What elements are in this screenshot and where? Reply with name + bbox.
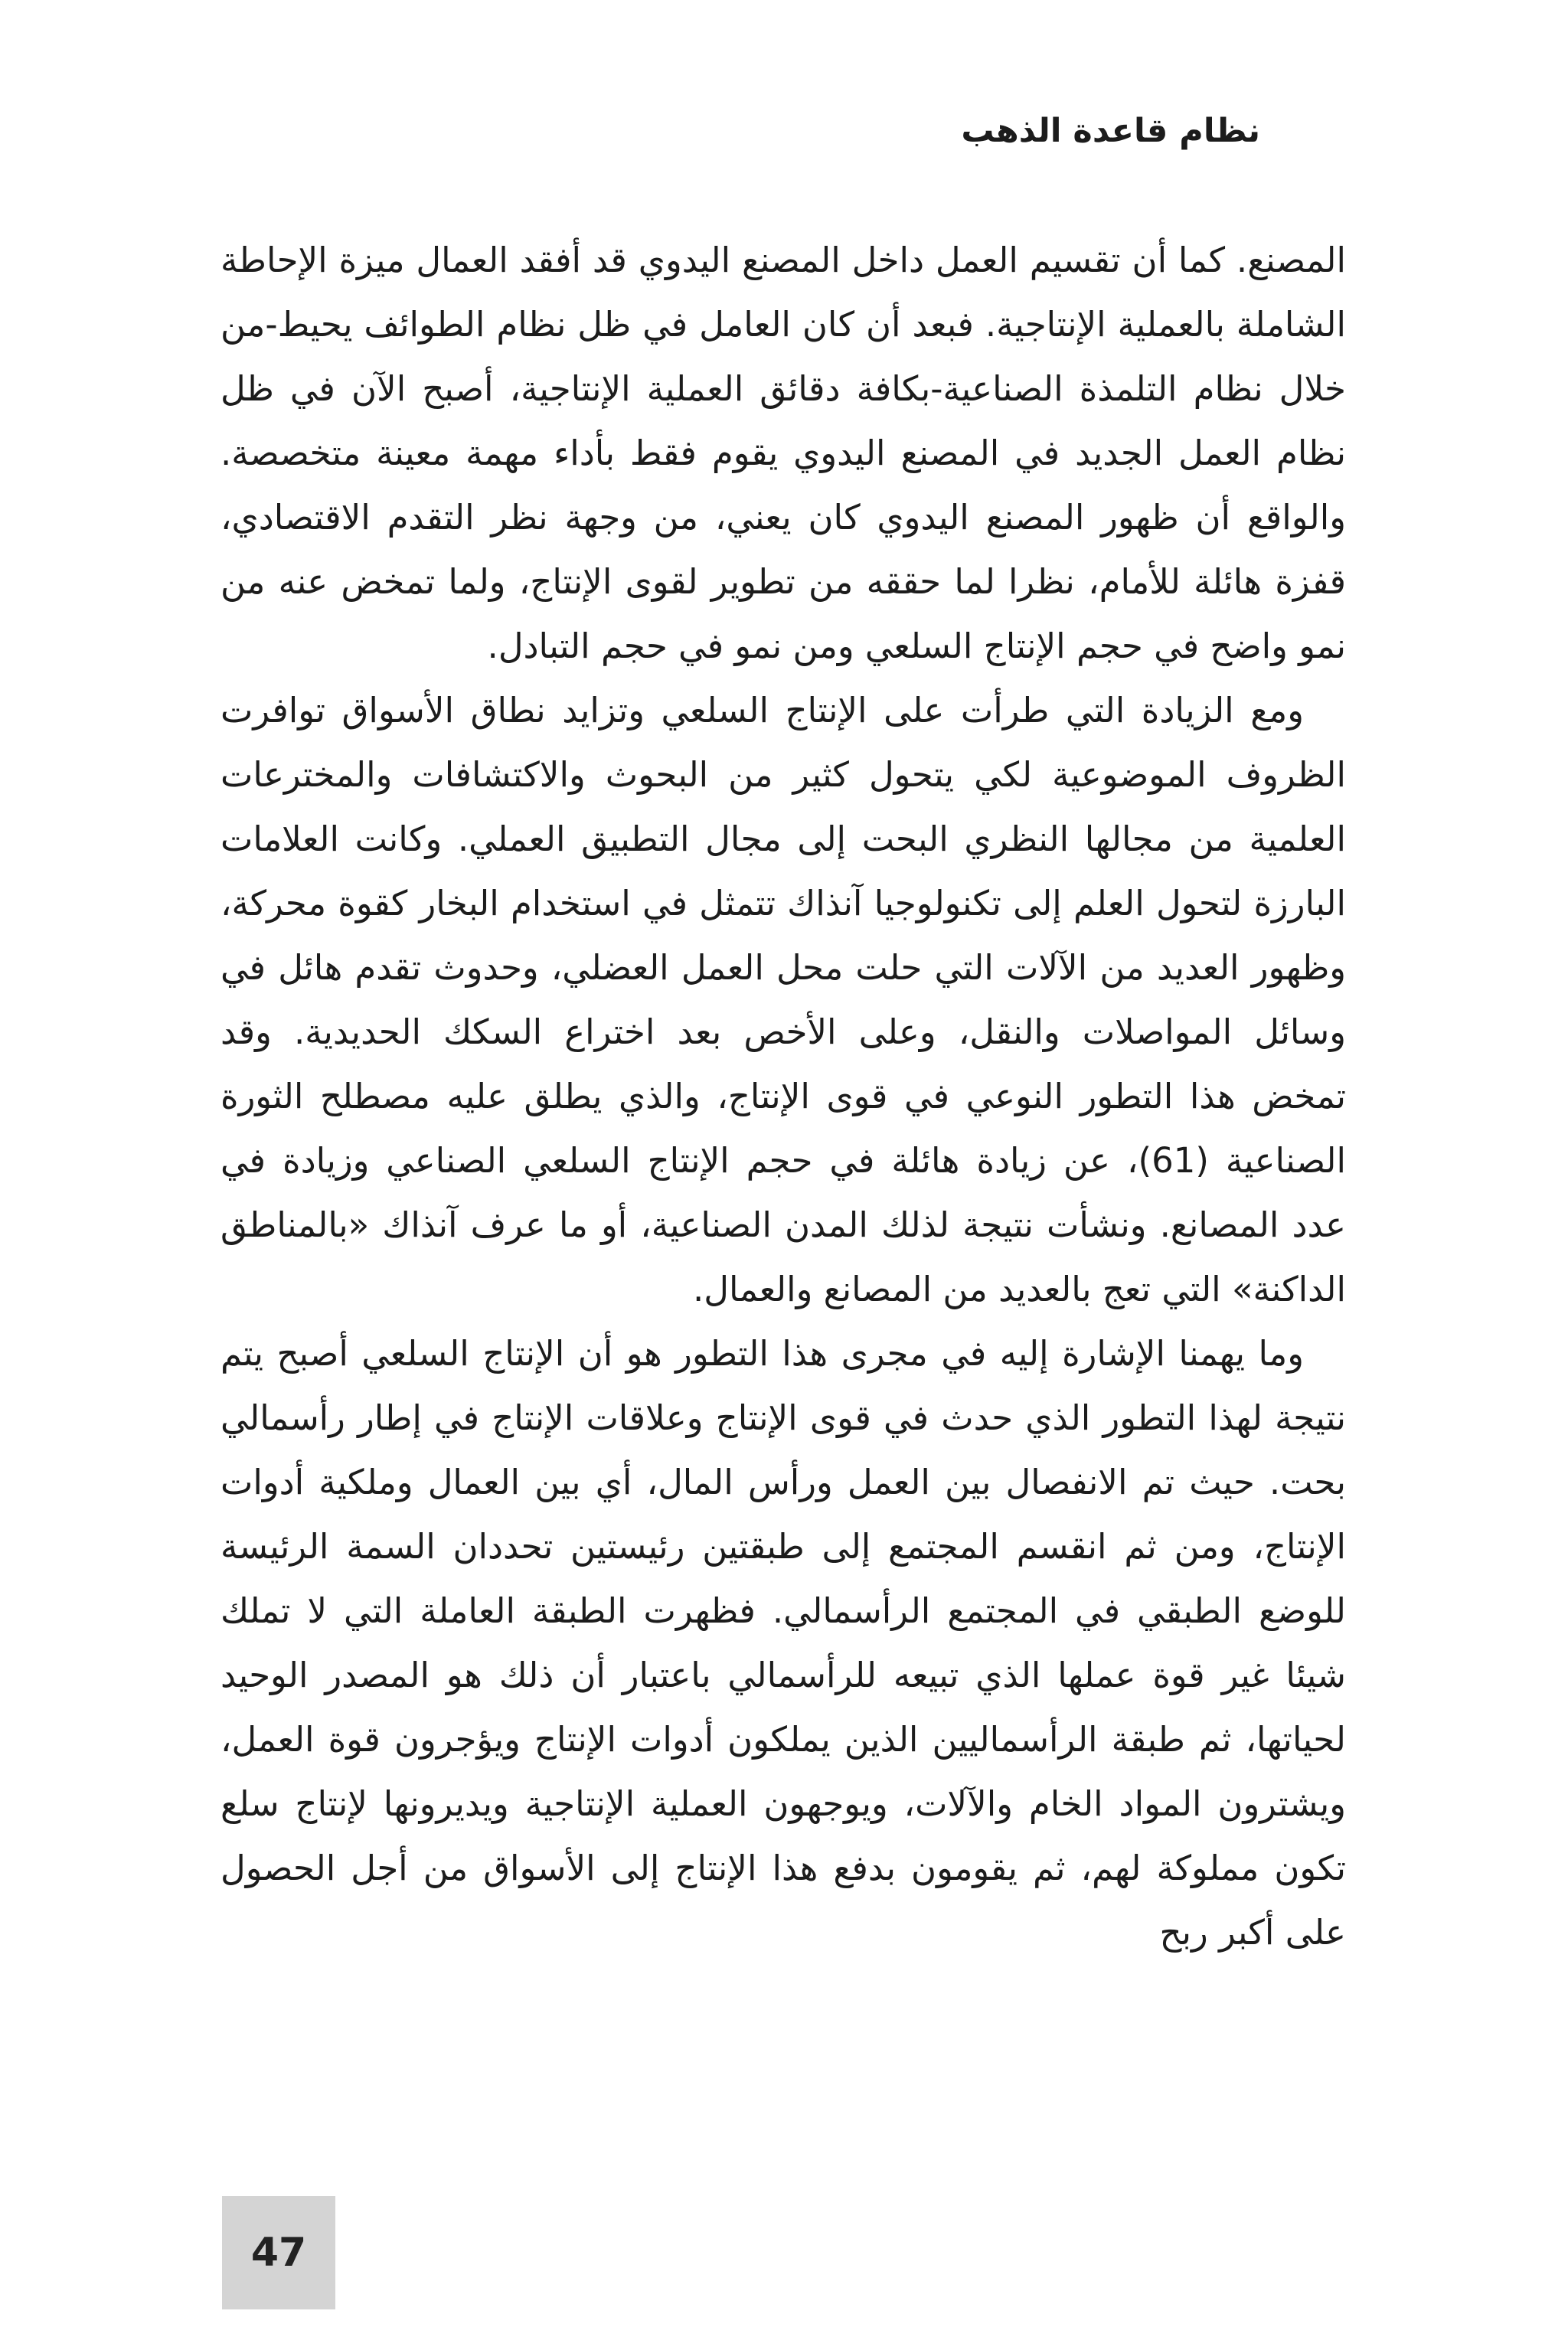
- page-number-box: [222, 2196, 335, 2309]
- paragraph-3: وما يهمنا الإشارة إليه في مجرى هذا التطور هو أن الإنتاج السلعي أصبح يتم نتيجة لهذا التطور الذي حدث في قوى الإنتاج وعلاقات الإنتاج في إطار رأسمالي بحت. حيث تم الانفصال بين العمل ورأس المال، أي بين العمال وملكية أدوات الإنتاج، ومن ثم انقسم المجتمع إلى طبقتين رئيستين تحددان السمة الرئيسة للوضع الطبقي في المجتمع الرأسمالي. فظهرت الطبقة العاملة التي لا تملك شيئا غير قوة عملها الذي تبيعه للرأسمالي باعتبار أن ذلك هو المصدر الوحيد لحياتها، ثم طبقة الرأسماليين الذين يملكون أدوات الإنتاج ويؤجرون قوة العمل، ويشترون المواد الخام والآلات، ويوجهون العملية الإنتاجية ويديرونها لإنتاج سلع تكون مملوكة لهم، ثم يقومون بدفع هذا الإنتاج إلى الأسواق من أجل الحصول على أكبر ربح: [220, 1333, 1346, 1953]
- paragraph-1: المصنع. كما أن تقسيم العمل داخل المصنع اليدوي قد أفقد العمال ميزة الإحاطة الشاملة بالعملية الإنتاجية. فبعد أن كان العامل في ظل نظام الطوائف يحيط-من خلال نظام التلمذة الصناعية-بكافة دقائق العملية الإنتاجية، أصبح الآن في ظل نظام العمل الجديد في المصنع اليدوي يقوم فقط بأداء مهمة معينة متخصصة. والواقع أن ظهور المصنع اليدوي كان يعني، من وجهة نظر التقدم الاقتصادي، قفزة هائلة للأمام، نظرا لما حققه من تطوير لقوى الإنتاج، ولما تمخض عنه من نمو واضح في حجم الإنتاج السلعي ومن نمو في حجم التبادل.: [220, 240, 1346, 666]
- paragraph-2: ومع الزيادة التي طرأت على الإنتاج السلعي وتزايد نطاق الأسواق توافرت الظروف الموضوعية لكي يتحول كثير من البحوث والاكتشافات والمخترعات العلمية من مجالها النظري البحت إلى مجال التطبيق العملي. وكانت العلامات البارزة لتحول العلم إلى تكنولوجيا آنذاك تتمثل في استخدام البخار كقوة محركة، وظهور العديد من الآلات التي حلت محل العمل العضلي، وحدوث تقدم هائل في وسائل المواصلات والنقل، وعلى الأخص بعد اختراع السكك الحديدية. وقد تمخض هذا التطور النوعي في قوى الإنتاج، والذي يطلق عليه مصطلح الثورة الصناعية (61)، عن زيادة هائلة في حجم الإنتاج السلعي الصناعي وزيادة في عدد المصانع. ونشأت نتيجة لذلك المدن الصناعية، أو ما عرف آنذاك «بالمناطق الداكنة» التي تعج بالعديد من المصانع والعمال.: [220, 690, 1346, 1309]
- running-header: نظام قاعدة الذهب: [961, 112, 1260, 150]
- body-text: [220, 228, 1346, 1965]
- page-number: 47: [250, 2230, 307, 2276]
